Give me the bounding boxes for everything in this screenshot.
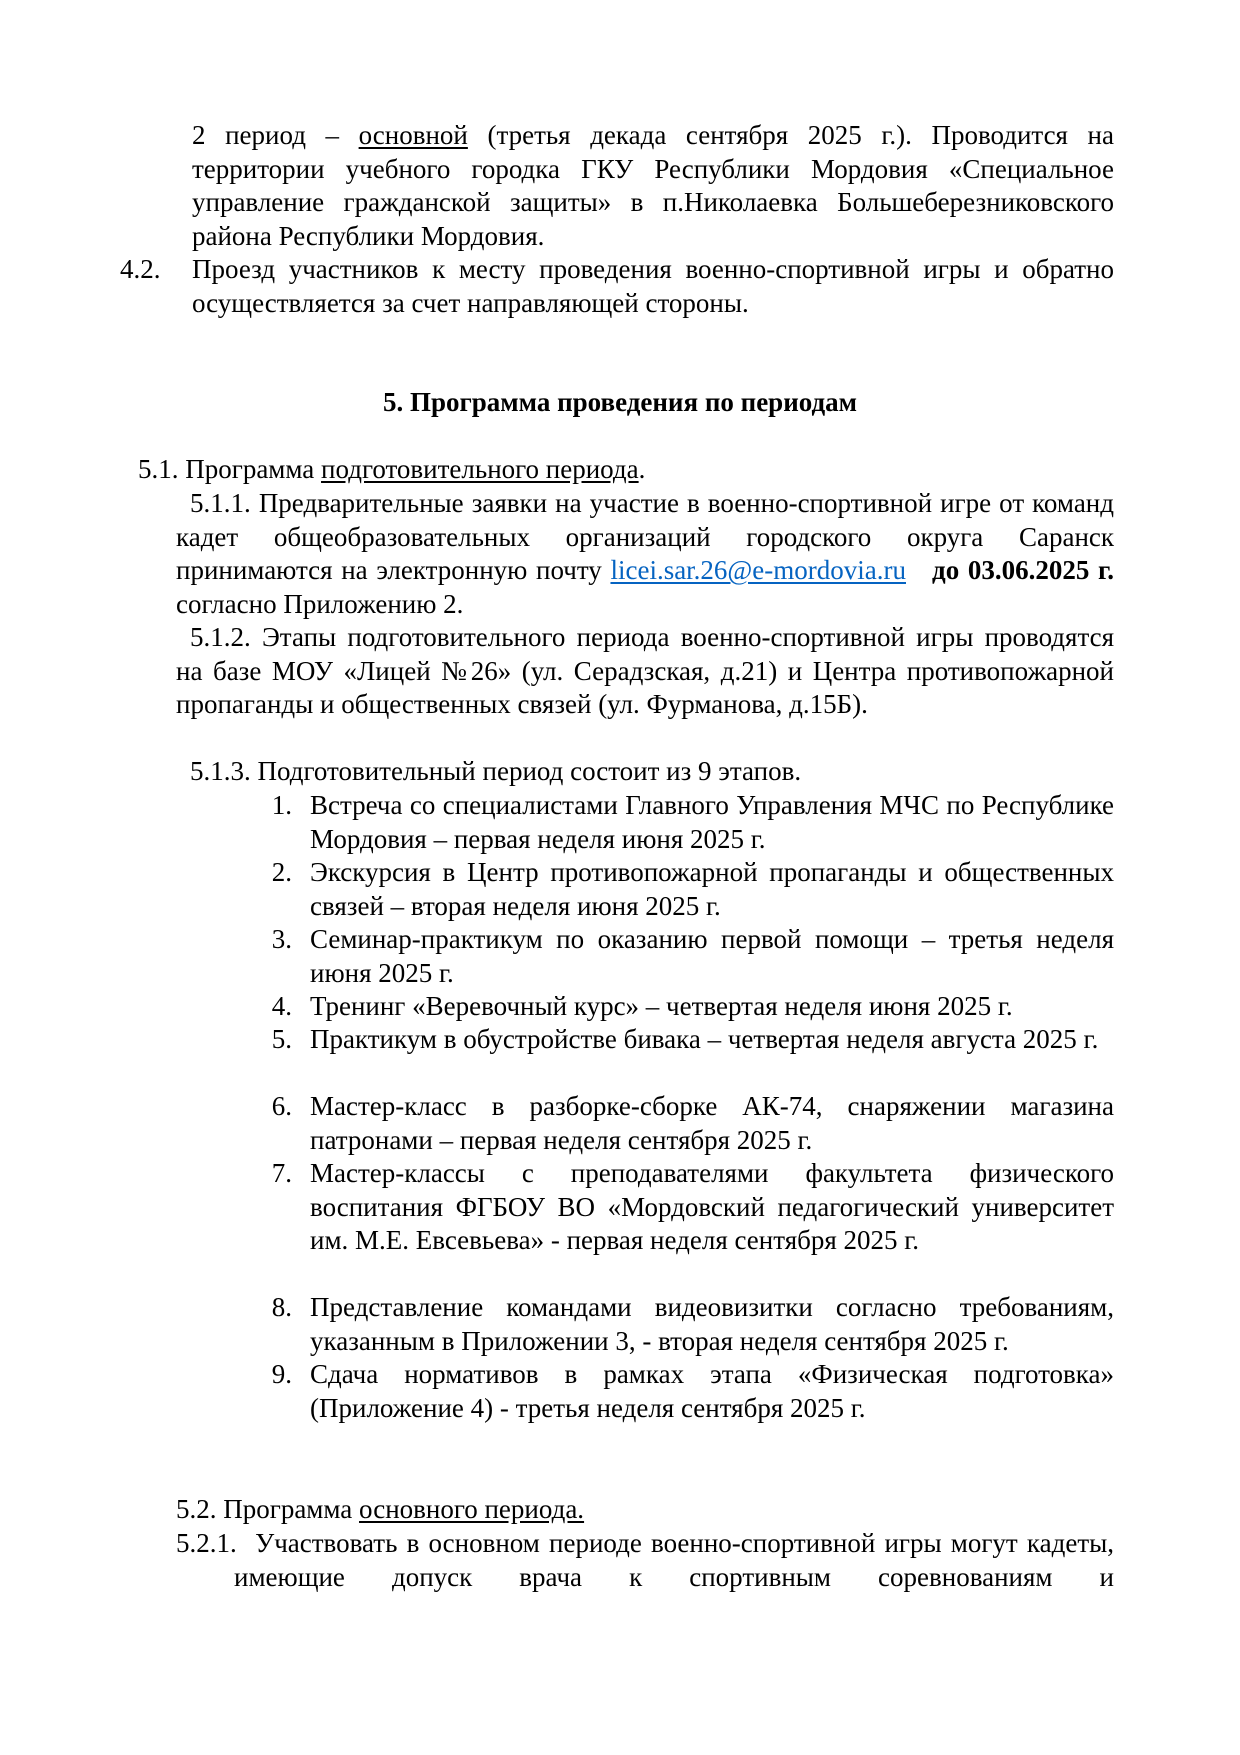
stage-text: Встреча со специалистами Главного Управления МЧС по Республике Мордовия – первая неделя июня 2025 г. bbox=[310, 790, 1114, 854]
stage-text: Мастер-классы с преподавателями факультета физического воспитания ФГБОУ ВО «Мордовский педагогический университет им. М.Е. Евсевьева» - первая неделя сентября 2025 г. bbox=[310, 1158, 1114, 1255]
stage-number: 6. bbox=[271, 1091, 292, 1121]
stage-text: Практикум в обустройстве бивака – четвертая неделя августа 2025 г. bbox=[310, 1024, 1099, 1054]
item-5-1-underlined: подготовительного периода bbox=[321, 454, 639, 484]
stage-number: 9. bbox=[271, 1359, 292, 1389]
stage-number: 4. bbox=[271, 991, 292, 1021]
item-5-1-1 bbox=[176, 487, 1114, 621]
stage-text: Тренинг «Веревочный курс» – четвертая неделя июня 2025 г. bbox=[310, 991, 1013, 1021]
period-main-underlined: основной bbox=[358, 120, 468, 150]
stage-number: 5. bbox=[271, 1024, 292, 1054]
email-link[interactable]: licei.sar.26@e-mordovia.ru bbox=[610, 555, 906, 585]
item-5-2-number: 5.2. bbox=[176, 1494, 217, 1524]
item-5-1-1-after: согласно Приложению 2. bbox=[176, 588, 464, 619]
stage-number: 3. bbox=[271, 924, 292, 954]
item-4-2-text: Проезд участников к месту проведения военно-спортивной игры и обратно осуществляется за счет направляющей стороны. bbox=[192, 254, 1114, 318]
item-5-1-3-number: 5.1.3. bbox=[190, 756, 251, 786]
stage-text: Представление командами видеовизитки согласно требованиям, указанным в Приложении 3, - вторая неделя сентября 2025 г. bbox=[310, 1292, 1114, 1356]
item-5-1-lead: Программа bbox=[178, 454, 322, 484]
item-5-2 bbox=[176, 1493, 1076, 1527]
period-rest: (третья декада сентября 2025 г.). Проводится на территории учебного городка ГКУ Республики Мордовия «Специальное управление гражданской защиты» в п.Николаевка Большеберезниковского района Республики Мордовия. bbox=[192, 120, 1114, 251]
stage-number: 1. bbox=[271, 790, 292, 820]
item-5-1-1-text: Предварительные заявки на участие в военно-спортивной игре от команд кадет общеобразовательных организаций городского округа Саранск принимаются на электронную почту bbox=[176, 488, 1114, 585]
item-5-1-tail: . bbox=[638, 454, 646, 484]
item-5-1 bbox=[138, 453, 1038, 487]
item-5-1-2-text: Этапы подготовительного периода военно-спортивной игры проводятся на базе МОУ «Лицей №26» (ул. Серадзская, д.21) и Центра противопожарной пропаганды и общественных связей (ул. Фурманова, д.15Б). bbox=[176, 622, 1114, 719]
stage-text: Сдача нормативов в рамках этапа «Физическая подготовка» (Приложение 4) - третья неделя сентября 2025 г. bbox=[310, 1359, 1114, 1423]
item-5-1-3-text: Подготовительный период состоит из 9 этапов. bbox=[257, 756, 802, 786]
paragraph-period-2 bbox=[192, 119, 1114, 253]
stage-number: 8. bbox=[271, 1292, 292, 1322]
item-5-2-1-text: Участвовать в основном периоде военно-спортивной игры могут кадеты, имеющие допуск врача к спортивным соревнованиям и bbox=[234, 1528, 1115, 1592]
item-5-1-1-number: 5.1.1. bbox=[190, 488, 251, 518]
item-4-2-number: 4.2. bbox=[120, 254, 161, 284]
period-lead: 2 период – bbox=[192, 120, 359, 150]
section-5-heading: 5. Программа проведения по периодам bbox=[382, 387, 858, 417]
stage-number: 7. bbox=[271, 1158, 292, 1188]
item-5-1-3 bbox=[190, 755, 1090, 789]
stage-number: 2. bbox=[271, 857, 292, 887]
item-5-2-1 bbox=[176, 1527, 1115, 1594]
stage-text: Экскурсия в Центр противопожарной пропаганды и общественных связей – вторая неделя июня 2025 г. bbox=[310, 857, 1114, 921]
deadline-bold: до 03.06.2025 г. bbox=[932, 555, 1115, 585]
item-5-1-2 bbox=[176, 621, 1114, 722]
stage-text: Мастер-класс в разборке-сборке АК-74, снаряжении магазина патронами – первая неделя сентября 2025 г. bbox=[310, 1091, 1114, 1155]
item-5-2-underlined: основного периода. bbox=[359, 1494, 585, 1524]
item-5-2-lead: Программа bbox=[216, 1494, 360, 1524]
stage-text: Семинар-практикум по оказанию первой помощи – третья неделя июня 2025 г. bbox=[310, 924, 1114, 988]
item-5-1-2-number: 5.1.2. bbox=[190, 622, 251, 652]
item-5-1-number: 5.1. bbox=[138, 454, 179, 484]
item-5-2-1-number: 5.2.1. bbox=[176, 1528, 237, 1558]
